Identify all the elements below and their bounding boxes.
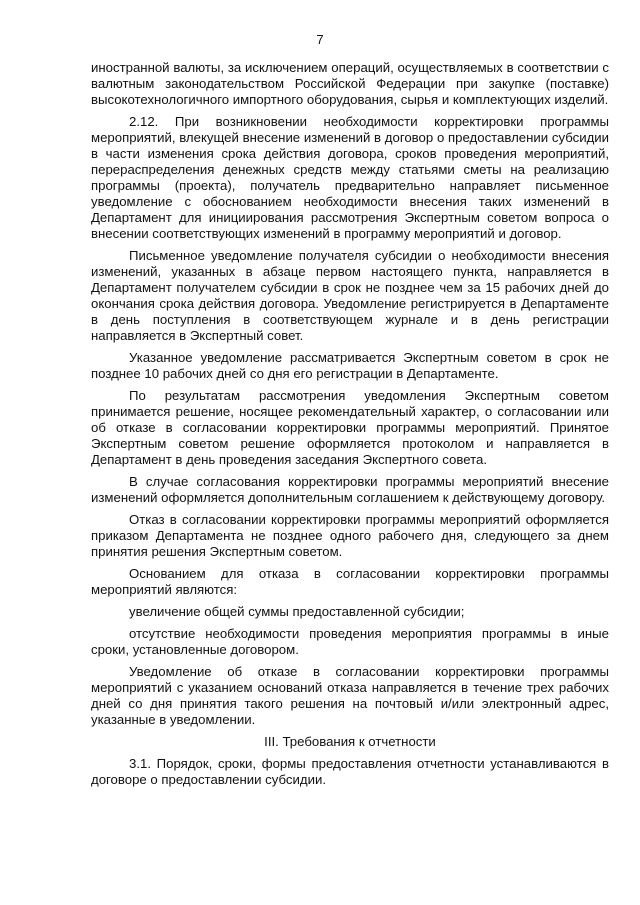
page-number: 7 <box>316 32 324 47</box>
paragraph-refusal-notice: Уведомление об отказе в согласовании корректировки программы мероприятий с указанием оснований отказа направляется в течение трех рабочих дней со дня принятия такого решения на почтовый и/или электронный адрес, указанные в уведомлении. <box>91 664 609 727</box>
paragraph-2-12: 2.12. При возникновении необходимости корректировки программы мероприятий, влекущей внесение изменений в договор о предоставлении субсидии в части изменения срока действия договора, сроков проведения мероприятий, перераспределения денежных средств между статьями сметы на реализацию программы (проекта), получатель предварительно направляет письменное уведомление с обоснованием необходимости внесения таких изменений в Департамент для инициирования рассмотрения Экспертным советом вопроса о внесении соответствующих изменений в программу мероприятий и договор. <box>91 114 609 241</box>
paragraph-ground-2: отсутствие необходимости проведения мероприятия программы в иные сроки, установленные договором. <box>91 626 609 657</box>
paragraph-review-result: По результатам рассмотрения уведомления Экспертным советом принимается решение, носящее рекомендательный характер, о согласовании или об отказе в согласовании корректировки программы мероприятий. Принятое Экспертным советом решение оформляется протоколом и направляется в Департамент в день проведения заседания Экспертного совета. <box>91 388 609 467</box>
section-heading: III. Требования к отчетности <box>264 734 436 749</box>
paragraph-3-1: 3.1. Порядок, сроки, формы предоставления отчетности устанавливаются в договоре о предоставлении субсидии. <box>91 756 609 787</box>
paragraph-refusal-grounds: Основанием для отказа в согласовании корректировки программы мероприятий являются: <box>91 566 609 597</box>
paragraph-refusal: Отказ в согласовании корректировки программы мероприятий оформляется приказом Департамента не позднее одного рабочего дня, следующего за днем принятия решения Экспертным советом. <box>91 512 609 559</box>
paragraph-continuation: иностранной валюты, за исключением операций, осуществляемых в соответствии с валютным законодательством Российской Федерации при закупке (поставке) высокотехнологичного импортного оборудования, сырья и комплектующих изделий. <box>91 60 609 107</box>
paragraph-review-term: Указанное уведомление рассматривается Экспертным советом в срок не позднее 10 рабочих дней со дня его регистрации в Департаменте. <box>91 350 609 381</box>
document-body <box>91 60 609 794</box>
paragraph-ground-1: увеличение общей суммы предоставленной субсидии; <box>129 604 465 619</box>
paragraph-approval: В случае согласования корректировки программы мероприятий внесение изменений оформляется дополнительным соглашением к действующему договору. <box>91 474 609 505</box>
paragraph-notification: Письменное уведомление получателя субсидии о необходимости внесения изменений, указанных в абзаце первом настоящего пункта, направляется в Департамент получателем субсидии в срок не позднее чем за 15 рабочих дней до окончания срока действия договора. Уведомление регистрируется в Департаменте в день поступления в соответствующем журнале и в день регистрации направляется в Экспертный совет. <box>91 248 609 343</box>
